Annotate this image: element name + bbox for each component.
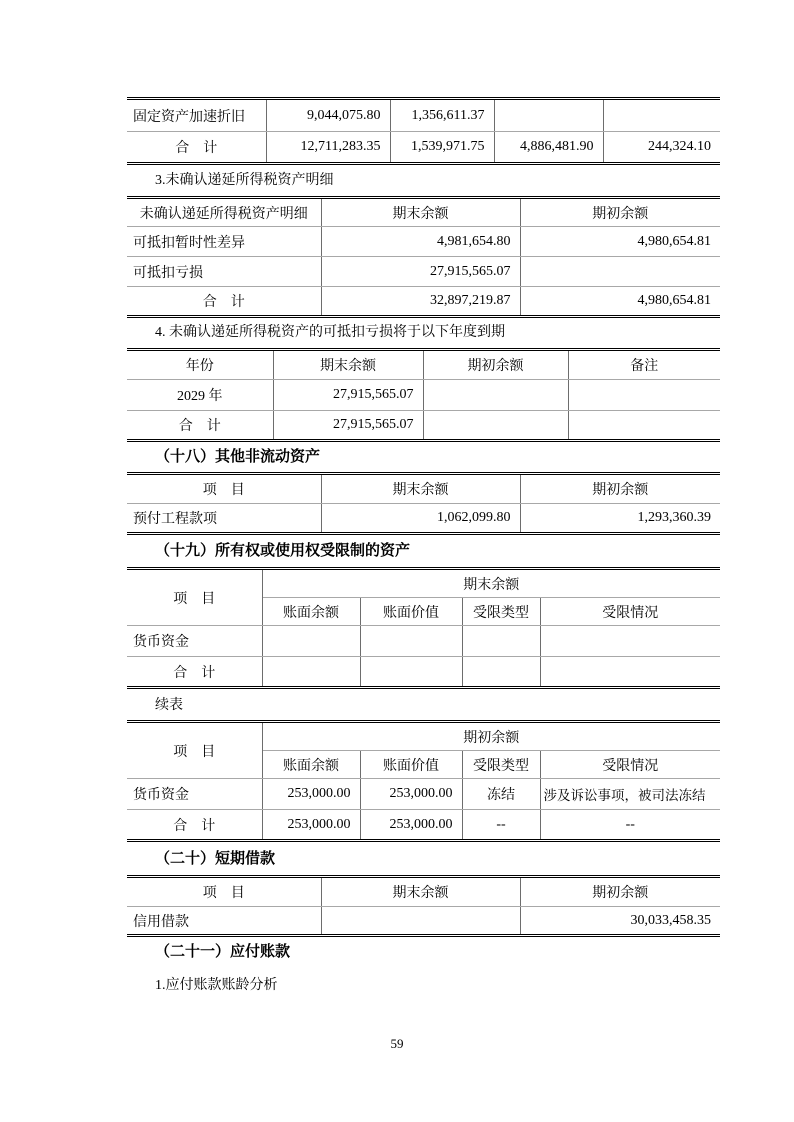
heading-section-20: （二十）短期借款 xyxy=(155,851,276,867)
cell-value: 244,324.10 xyxy=(603,132,720,164)
column-header: 期初余额 xyxy=(520,877,720,907)
heading-section-19: （十九）所有权或使用权受限制的资产 xyxy=(155,543,411,559)
cell-value xyxy=(540,657,720,688)
column-header: 账面余额 xyxy=(262,598,360,626)
cell-value xyxy=(423,380,568,411)
cell-value: -- xyxy=(540,810,720,841)
cell-total-label: 合 计 xyxy=(127,657,262,688)
heading-section-21: （二十一）应付账款 xyxy=(155,944,291,960)
table-row xyxy=(127,227,720,257)
table-row xyxy=(127,504,720,534)
cell-value xyxy=(568,411,720,441)
page-number: 59 xyxy=(390,1036,404,1051)
cell-row-label: 货币资金 xyxy=(127,779,262,810)
table-header-row xyxy=(127,877,720,907)
table-depreciation-continuation xyxy=(127,97,720,165)
cell-value xyxy=(262,626,360,657)
cell-value: 32,897,219.87 xyxy=(321,287,520,317)
cell-value: 1,062,099.80 xyxy=(321,504,520,534)
heading-section-18: （十八）其他非流动资产 xyxy=(155,449,321,465)
table-row-total xyxy=(127,657,720,688)
cell-row-label: 信用借款 xyxy=(127,907,321,936)
cell-row-label: 可抵扣亏损 xyxy=(127,257,321,287)
cell-value: -- xyxy=(462,810,540,841)
column-header: 期初余额 xyxy=(520,198,720,227)
table-short-term-borrowings xyxy=(127,875,720,937)
column-header: 期末余额 xyxy=(321,877,520,907)
column-header: 项 目 xyxy=(127,877,321,907)
cell-restriction-detail: 涉及诉讼事项，被司法冻结 xyxy=(540,779,720,810)
cell-value xyxy=(321,907,520,936)
heading-section-4: 4. 未确认递延所得税资产的可抵扣亏损将于以下年度到期 xyxy=(155,325,505,340)
table-header-row xyxy=(127,722,720,751)
table-header-row xyxy=(127,474,720,504)
column-header: 受限类型 xyxy=(462,598,540,626)
cell-restriction-type: 冻结 xyxy=(462,779,540,810)
table-header-row xyxy=(127,350,720,380)
table-restricted-assets-beginning xyxy=(127,720,720,842)
table-row-total xyxy=(127,810,720,841)
table-header-row xyxy=(127,569,720,598)
table-restricted-assets-ending xyxy=(127,567,720,689)
cell-value: 253,000.00 xyxy=(262,779,360,810)
cell-row-label: 预付工程款项 xyxy=(127,504,321,534)
column-header: 备注 xyxy=(568,350,720,380)
cell-value: 27,915,565.07 xyxy=(273,380,423,411)
cell-value xyxy=(262,657,360,688)
cell-total-label: 合 计 xyxy=(127,287,321,317)
heading-continued-table: 续表 xyxy=(155,698,183,713)
column-header: 账面价值 xyxy=(360,598,462,626)
column-header: 受限情况 xyxy=(540,751,720,779)
cell-row-label: 可抵扣暂时性差异 xyxy=(127,227,321,257)
column-header: 年份 xyxy=(127,350,273,380)
table-row-total xyxy=(127,287,720,317)
table-row xyxy=(127,907,720,936)
cell-value: 4,886,481.90 xyxy=(494,132,603,164)
column-header: 期末余额 xyxy=(321,198,520,227)
table-header-row xyxy=(127,198,720,227)
cell-value xyxy=(540,626,720,657)
cell-value: 253,000.00 xyxy=(360,810,462,841)
cell-value: 1,539,971.75 xyxy=(390,132,494,164)
cell-value xyxy=(494,99,603,132)
cell-value: 1,356,611.37 xyxy=(390,99,494,132)
column-header: 期初余额 xyxy=(520,474,720,504)
cell-value: 1,293,360.39 xyxy=(520,504,720,534)
cell-value xyxy=(462,626,540,657)
cell-value xyxy=(360,657,462,688)
table-row xyxy=(127,257,720,287)
cell-total-label: 合 计 xyxy=(127,132,266,164)
column-header: 账面余额 xyxy=(262,751,360,779)
column-group-header: 期末余额 xyxy=(262,569,720,598)
cell-value: 30,033,458.35 xyxy=(520,907,720,936)
cell-value xyxy=(360,626,462,657)
cell-value: 4,980,654.81 xyxy=(520,287,720,317)
cell-total-label: 合 计 xyxy=(127,411,273,441)
column-header: 项 目 xyxy=(127,474,321,504)
cell-value: 4,980,654.81 xyxy=(520,227,720,257)
cell-value: 9,044,075.80 xyxy=(266,99,390,132)
cell-value xyxy=(520,257,720,287)
cell-value xyxy=(462,657,540,688)
table-row-total xyxy=(127,132,720,164)
cell-value: 27,915,565.07 xyxy=(321,257,520,287)
cell-value: 253,000.00 xyxy=(262,810,360,841)
table-row xyxy=(127,99,720,132)
cell-value: 4,981,654.80 xyxy=(321,227,520,257)
cell-value: 253,000.00 xyxy=(360,779,462,810)
column-header: 账面价值 xyxy=(360,751,462,779)
cell-value: 12,711,283.35 xyxy=(266,132,390,164)
column-header: 未确认递延所得税资产明细 xyxy=(127,198,321,227)
table-deductible-losses-expiry xyxy=(127,348,720,442)
column-header: 受限情况 xyxy=(540,598,720,626)
cell-row-label: 货币资金 xyxy=(127,626,262,657)
column-header: 期末余额 xyxy=(273,350,423,380)
column-header-item: 项 目 xyxy=(127,722,262,779)
table-row xyxy=(127,779,720,810)
column-header: 受限类型 xyxy=(462,751,540,779)
table-other-noncurrent-assets xyxy=(127,472,720,535)
cell-year: 2029 年 xyxy=(127,380,273,411)
column-header-item: 项 目 xyxy=(127,569,262,626)
column-header: 期初余额 xyxy=(423,350,568,380)
table-unrecognized-dta xyxy=(127,196,720,318)
column-header: 期末余额 xyxy=(321,474,520,504)
heading-section-21-1: 1.应付账款账龄分析 xyxy=(155,978,278,993)
column-group-header: 期初余额 xyxy=(262,722,720,751)
cell-value xyxy=(603,99,720,132)
cell-total-label: 合 计 xyxy=(127,810,262,841)
table-row xyxy=(127,380,720,411)
table-row-total xyxy=(127,411,720,441)
heading-section-3: 3.未确认递延所得税资产明细 xyxy=(155,173,334,188)
cell-value xyxy=(423,411,568,441)
cell-row-label: 固定资产加速折旧 xyxy=(127,99,266,132)
cell-value: 27,915,565.07 xyxy=(273,411,423,441)
cell-value xyxy=(568,380,720,411)
table-row xyxy=(127,626,720,657)
